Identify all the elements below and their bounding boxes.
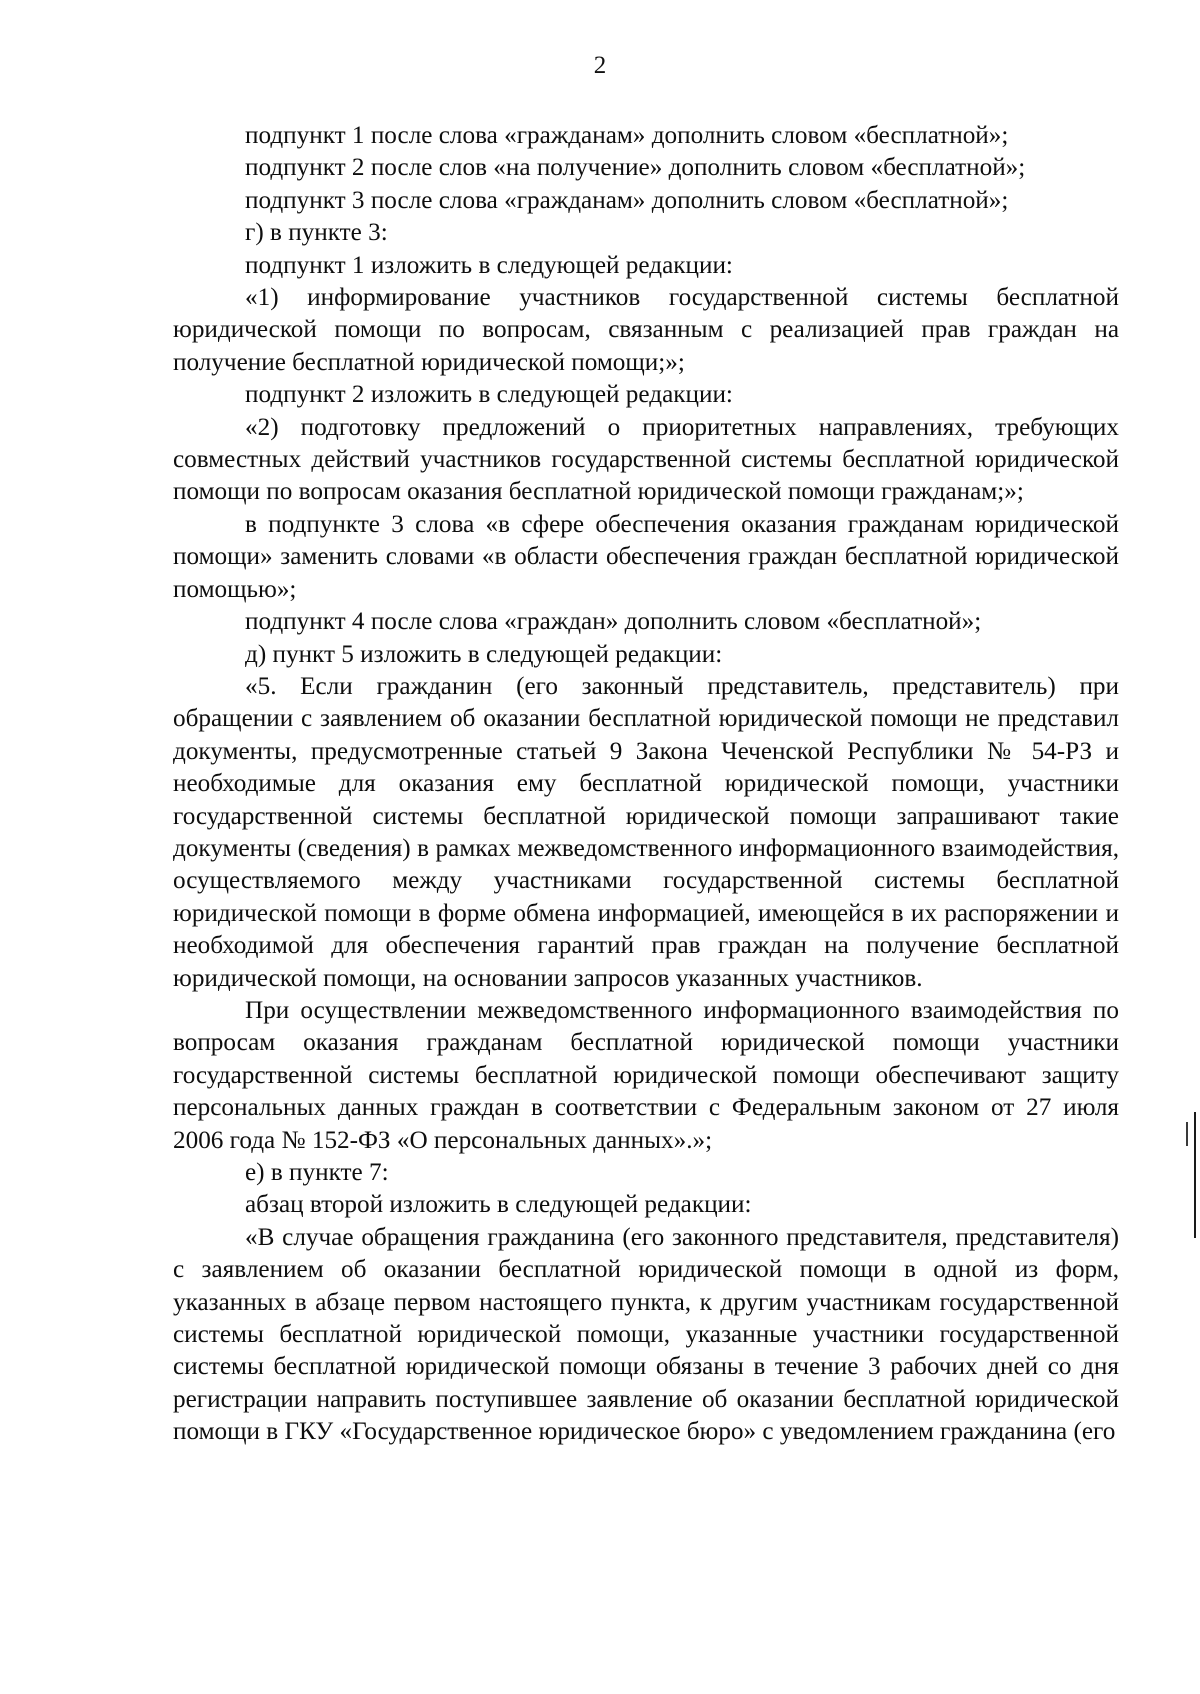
paragraph-4: г) в пункте 3: [245, 219, 388, 247]
paragraph-7: подпункт 2 изложить в следующей редакции: [245, 381, 733, 409]
paragraph-6: «1) информирование участников государственной системы бесплатной юридической помощи по вопросам, связанным с реализацией прав граждан на получение бесплатной юридической помощи;»; [173, 284, 1119, 376]
paragraph-3: подпункт 3 после слова «гражданам» дополнить словом «бесплатной»; [245, 186, 1009, 214]
paragraph-12: «5. Если гражданин (его законный представитель, представитель) при обращении с заявлением об оказании бесплатной юридической помощи не представил документы, предусмотренные статьей 9 Закона Чеченской Республики № 54-РЗ и необходимые для оказания ему бесплатной юридической помощи, участники государственной системы бесплатной юридической помощи запрашивают такие документы (сведения) в рамках межведомственного информационного взаимодействия, осуществляемого между участниками государственной системы бесплатной юридической помощи в форме обмена информацией, имеющейся в их распоряжении и необходимой для обеспечения гарантий прав граждан на получение бесплатной юридической помощи, на основании запросов указанных участников. [173, 672, 1119, 992]
paragraph-1: подпункт 1 после слова «гражданам» дополнить словом «бесплатной»; [245, 122, 1009, 149]
paragraph-2: подпункт 2 после слов «на получение» дополнить словом «бесплатной»; [245, 154, 1026, 182]
paragraph-8: «2) подготовку предложений о приоритетных направлениях, требующих совместных действий участников государственной системы бесплатной юридической помощи по вопросам оказания бесплатной юридической помощи гражданам;»; [173, 413, 1119, 506]
document-body [173, 120, 1119, 1449]
margin-scan-mark [1186, 1122, 1188, 1146]
paragraph-16: «В случае обращения гражданина (его законного представителя, представителя) с заявлением об оказании бесплатной юридической помощи в одной из форм, указанных в абзаце первом настоящего пункта, к другим участникам государственной системы бесплатной юридической помощи, указанные участники государственной системы бесплатной юридической помощи обязаны в течение 3 рабочих дней со дня регистрации направить поступившее заявление об оказании бесплатной юридической помощи в ГКУ «Государственное юридическое бюро» с уведомлением гражданина (его [173, 1223, 1119, 1446]
page-number: 2 [593, 52, 607, 79]
paragraph-15: абзац второй изложить в следующей редакции: [245, 1191, 752, 1219]
margin-scan-line [1194, 1112, 1196, 1238]
paragraph-11: д) пункт 5 изложить в следующей редакции: [245, 640, 723, 668]
paragraph-13: При осуществлении межведомственного информационного взаимодействия по вопросам оказания гражданам бесплатной юридической помощи участники государственной системы бесплатной юридической помощи обеспечивают защиту персональных данных граждан в соответствии с Федеральным законом от 27 июля 2006 года № 152-ФЗ «О персональных данных».»; [173, 996, 1119, 1154]
paragraph-10: подпункт 4 после слова «граждан» дополнить словом «бесплатной»; [245, 608, 982, 636]
paragraph-14: е) в пункте 7: [245, 1159, 389, 1186]
paragraph-9: в подпункте 3 слова «в сфере обеспечения оказания гражданам юридической помощи» заменить словами «в области обеспечения граждан бесплатной юридической помощью»; [173, 510, 1119, 603]
paragraph-5: подпункт 1 изложить в следующей редакции: [245, 251, 733, 279]
